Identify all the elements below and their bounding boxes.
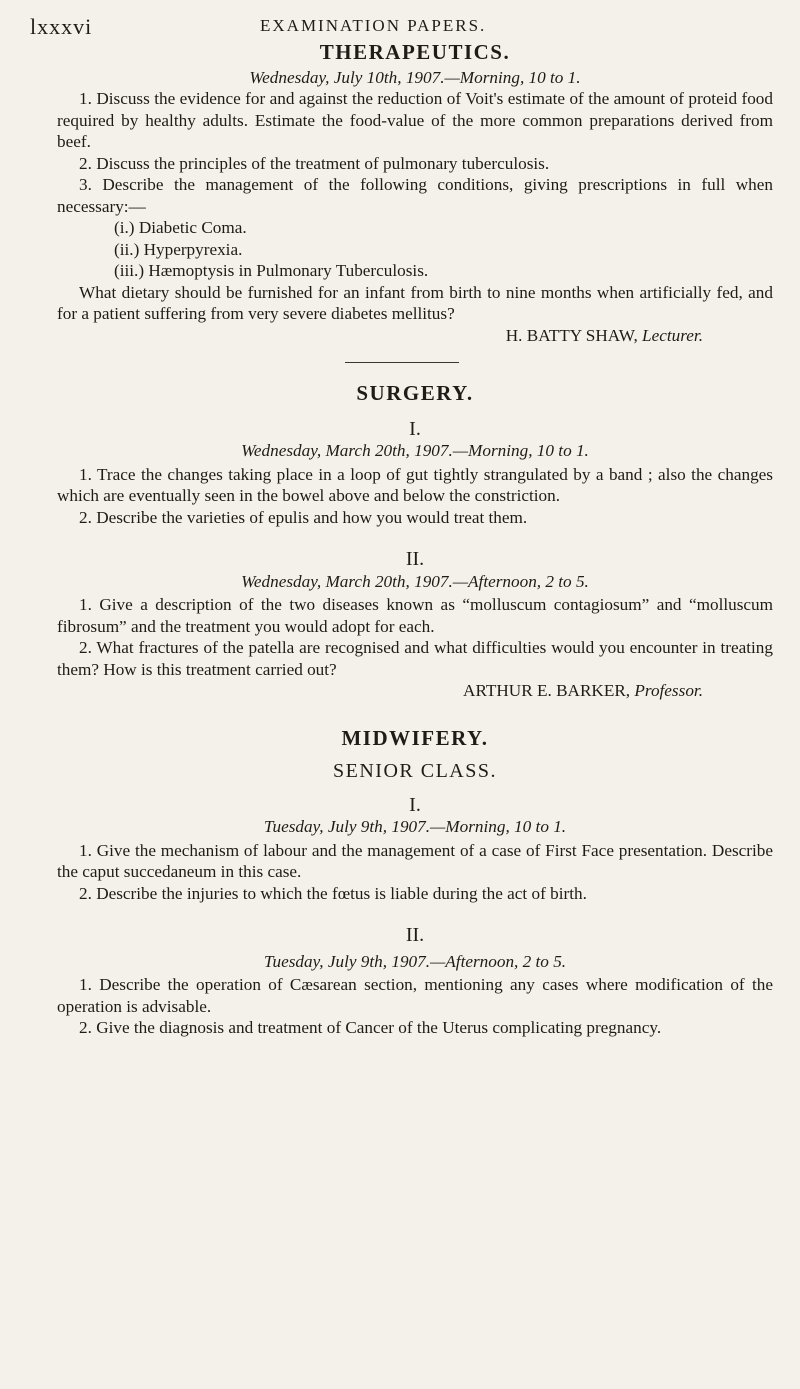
exam-date: Wednesday, March 20th, 1907.—Afternoon, 2 to 5.	[241, 571, 589, 591]
exam-date: Tuesday, July 9th, 1907.—Morning, 10 to 1.	[263, 817, 567, 836]
signature-role: Lecturer.	[642, 325, 703, 345]
signature-role: Professor.	[634, 681, 703, 700]
question: 1. Give a description of the two diseases known as “molluscum contagiosum” and “molluscum fibrosum” and the treatment you would adopt for each.	[57, 595, 773, 636]
signature-name: H. BATTY SHAW,	[505, 325, 638, 345]
sub-item: (ii.) Hyperpyrexia.	[114, 239, 243, 259]
question: 1. Trace the changes taking place in a loop of gut tightly strangulated by a band ; also the changes which are eventually seen in the bowel above and below the constriction.	[57, 464, 773, 505]
signature	[57, 680, 773, 702]
section-title-therapeutics: THERAPEUTICS.	[319, 40, 511, 64]
therapeutics-section	[57, 42, 773, 363]
question: 2. What fractures of the patella are recognised and what difficulties would you encounter in treating them? How is this treatment carried out?	[57, 638, 773, 679]
divider-rule	[345, 362, 459, 363]
signature	[57, 325, 773, 347]
signature-name: ARTHUR E. BARKER,	[463, 681, 631, 700]
surgery-section	[57, 383, 773, 702]
question: 2. Describe the injuries to which the fœtus is liable during the act of birth.	[79, 883, 587, 903]
question: 1. Discuss the evidence for and against the reduction of Voit's estimate of the amount of proteid food required by healthy adults. Estimate the food-value of the more common preparations derived from beef.	[57, 89, 773, 151]
midwifery-section	[57, 725, 773, 1039]
question: 2. Describe the varieties of epulis and how you would treat them.	[79, 507, 528, 527]
section-title-surgery: SURGERY.	[356, 381, 474, 405]
exam-date: Wednesday, July 10th, 1907.—Morning, 10 to 1.	[249, 67, 581, 87]
question: What dietary should be furnished for an infant from birth to nine months when artificially fed, and for a patient suffering from very severe diabetes mellitus?	[57, 282, 773, 323]
question: 1. Give the mechanism of labour and the management of a case of First Face presentation. Describe the caput succedaneum in this case.	[57, 840, 773, 881]
question: 1. Describe the operation of Cæsarean section, mentioning any cases where modification of the operation is advisable.	[57, 975, 773, 1016]
sub-item: (iii.) Hæmoptysis in Pulmonary Tuberculosis.	[114, 261, 429, 280]
running-title: EXAMINATION PAPERS.	[260, 16, 487, 35]
section-subtitle: SENIOR CLASS.	[333, 760, 497, 782]
part-numeral: I.	[409, 793, 421, 816]
page-content	[57, 42, 773, 1039]
exam-date: Wednesday, March 20th, 1907.—Morning, 10 to 1.	[241, 441, 589, 460]
page-number: lxxxvi	[30, 14, 93, 39]
part-numeral: II.	[405, 548, 425, 570]
exam-date: Tuesday, July 9th, 1907.—Afternoon, 2 to 5.	[263, 951, 567, 971]
section-title-midwifery: MIDWIFERY.	[341, 725, 489, 750]
part-numeral: II.	[405, 924, 425, 946]
part-numeral: I.	[409, 417, 421, 440]
question: 3. Describe the management of the following conditions, giving prescriptions in full when necessary:—	[57, 175, 773, 216]
sub-item: (i.) Diabetic Coma.	[114, 218, 247, 237]
running-head	[30, 14, 770, 40]
question: 2. Discuss the principles of the treatment of pulmonary tuberculosis.	[79, 153, 550, 173]
question: 2. Give the diagnosis and treatment of Cancer of the Uterus complicating pregnancy.	[79, 1018, 662, 1037]
